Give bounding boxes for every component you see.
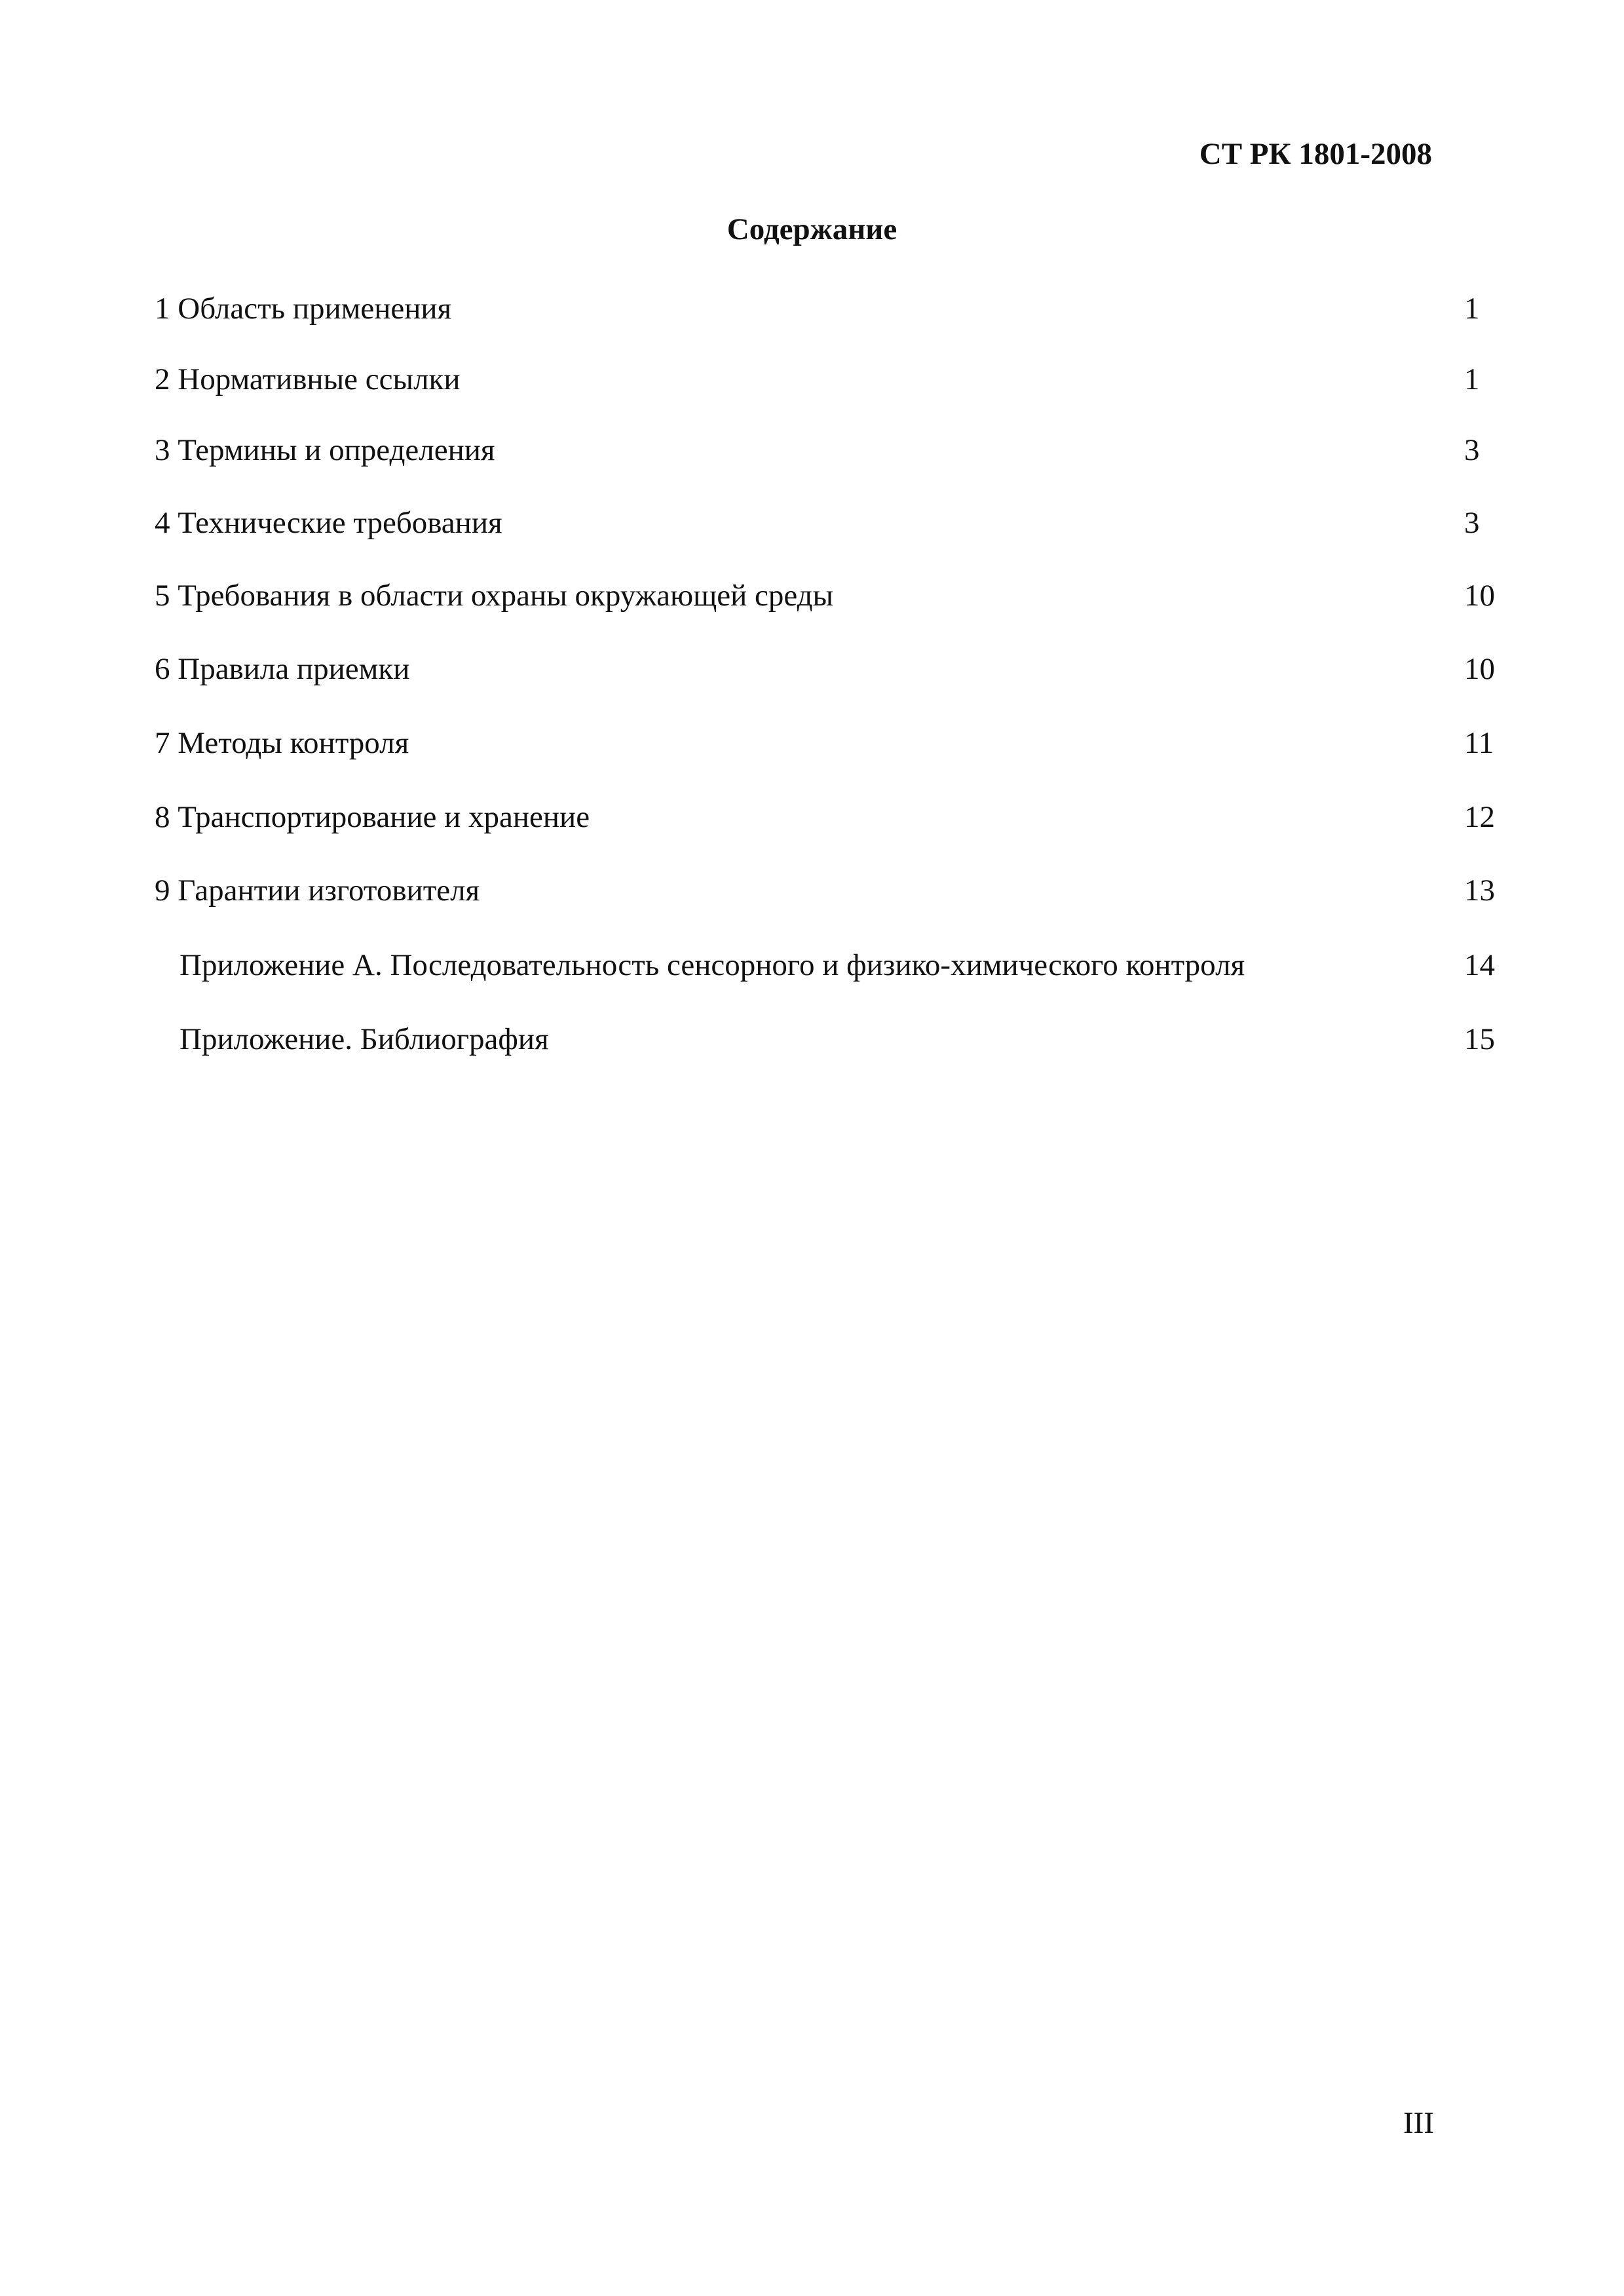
toc-entry[interactable] <box>155 575 1511 616</box>
toc-entry-appendix[interactable] <box>155 945 1511 985</box>
toc-entry[interactable] <box>155 359 1511 400</box>
toc-entry-label: 3 Термины и определения <box>155 433 495 467</box>
toc-entry-label: 5 Требования в области охраны окружающей среды <box>155 579 834 613</box>
toc-entry[interactable] <box>155 288 1511 329</box>
toc-entry[interactable] <box>155 503 1511 543</box>
toc-entry-label: 7 Методы контроля <box>155 726 409 760</box>
toc-entry[interactable] <box>155 797 1511 837</box>
toc-entry-page: 1 <box>1464 292 1480 326</box>
toc-entry[interactable] <box>155 723 1511 763</box>
toc-entry-appendix[interactable] <box>155 1019 1511 1060</box>
toc-entry-label: 2 Нормативные ссылки <box>155 362 461 396</box>
toc-entry-label: 4 Технические требования <box>155 506 502 540</box>
toc-title: Содержание <box>727 212 897 246</box>
toc-entry-label: 6 Правила приемки <box>155 652 410 686</box>
toc-entry-page: 15 <box>1464 1022 1495 1056</box>
toc-entry-label: 1 Область применения <box>155 292 452 326</box>
toc-entry-label: Приложение. Библиография <box>179 1022 549 1056</box>
toc-entry-page: 14 <box>1464 948 1495 982</box>
toc-entry-page: 11 <box>1464 726 1494 760</box>
toc-entry-label: Приложение А. Последовательность сенсорного и физико-химического контроля <box>179 948 1245 982</box>
toc-entry-page: 10 <box>1464 652 1495 686</box>
toc-entry[interactable] <box>155 430 1511 470</box>
toc-entry-label: 9 Гарантии изготовителя <box>155 873 480 908</box>
document-code: СТ РК 1801-2008 <box>1199 137 1432 171</box>
toc-entry[interactable] <box>155 649 1511 689</box>
toc-entry-page: 3 <box>1464 433 1480 467</box>
toc-entry-page: 3 <box>1464 506 1480 540</box>
toc-entry-label: 8 Транспортирование и хранение <box>155 800 590 834</box>
toc-entry-page: 1 <box>1464 362 1480 396</box>
page-number: III <box>1403 2106 1434 2140</box>
toc-entry-page: 10 <box>1464 579 1495 613</box>
toc-entry-page: 13 <box>1464 873 1495 908</box>
toc-entry[interactable] <box>155 870 1511 911</box>
toc-entry-page: 12 <box>1464 800 1495 834</box>
